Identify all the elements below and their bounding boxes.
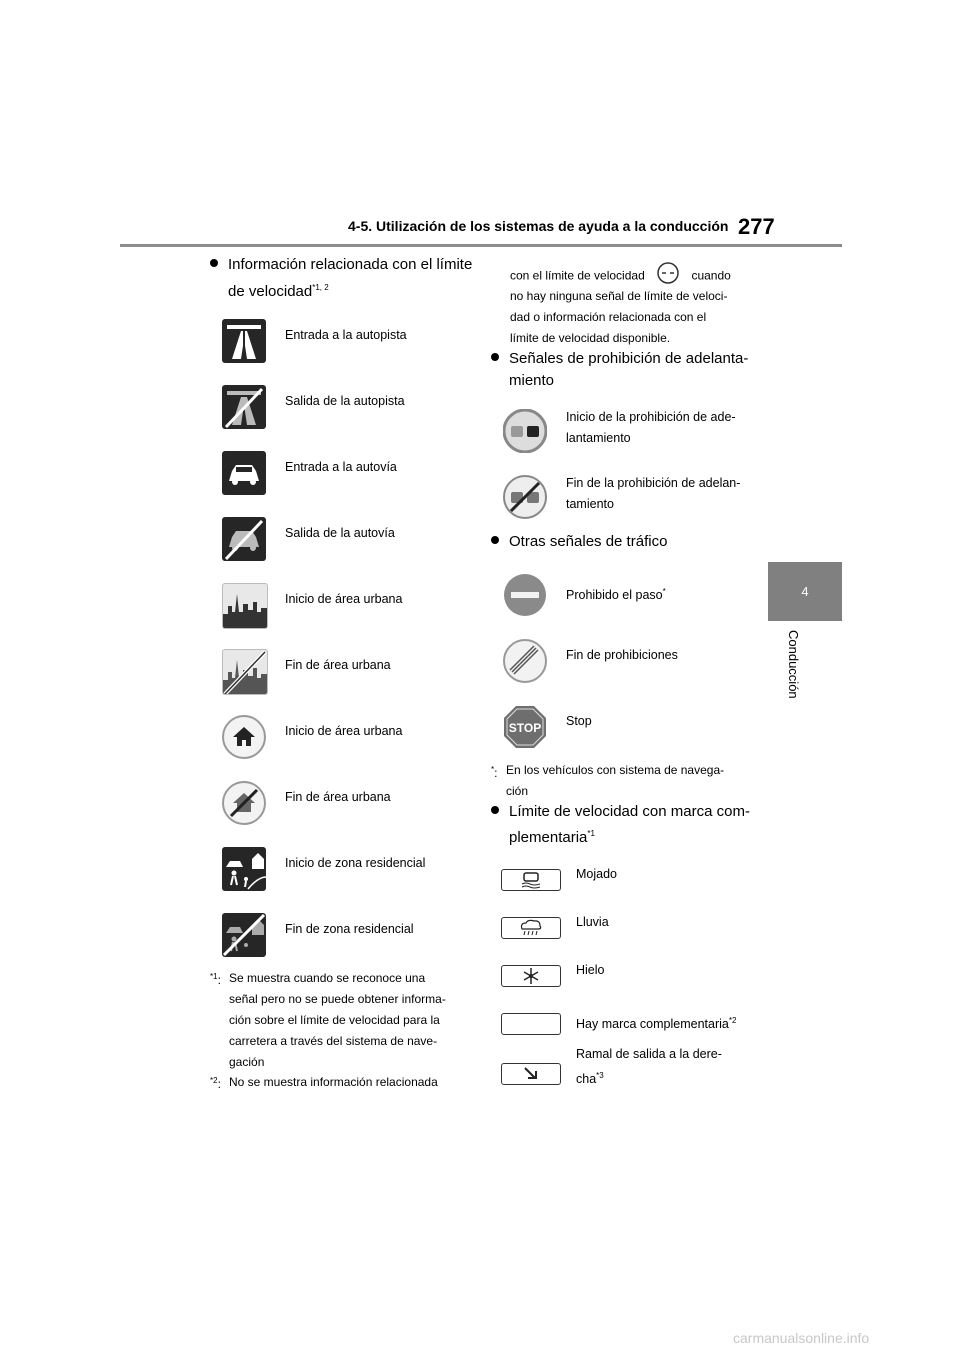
footnote-2-cont: con el límite de velocidad cuando xyxy=(510,262,731,291)
blank-plate-icon xyxy=(501,1013,561,1035)
chapter-tab: 4 xyxy=(768,562,842,621)
speed-limit-heading-cont: de velocidad$^{*1, 2}$ xyxy=(228,283,329,300)
footnote-2-cont-lines: no hay ninguna señal de límite de veloci- dad o información relacionada con el límite de velocidad disponible. xyxy=(510,289,728,345)
bullet-icon xyxy=(491,806,499,814)
sign-label: Fin de prohibiciones xyxy=(566,648,678,662)
footnote-marker: *: xyxy=(491,765,498,780)
end-of-restrictions-icon xyxy=(503,639,547,688)
sign-label: Fin de área urbana xyxy=(285,658,391,672)
sign-label: Mojado xyxy=(576,867,617,881)
residential-zone-start-icon xyxy=(222,847,266,891)
bullet-icon xyxy=(210,259,218,267)
expressway-entry-icon xyxy=(222,451,266,495)
supplementary-heading-cont: plementaria$^{*1}$ xyxy=(509,829,595,846)
sign-label: Prohibido el paso* xyxy=(566,587,666,603)
sign-label: Inicio de la prohibición de ade- lantamiento xyxy=(566,410,736,445)
footnote-marker: $^{*2}$: xyxy=(210,1076,221,1091)
no-overtaking-start-icon xyxy=(503,409,547,458)
exit-right-plate-icon xyxy=(501,1063,561,1085)
chapter-label: Conducción xyxy=(786,630,801,699)
speed-limit-heading: Información relacionada con el límite xyxy=(210,253,472,276)
urban-area-end-icon xyxy=(222,649,268,695)
sign-label: Inicio de zona residencial xyxy=(285,856,426,870)
overtaking-heading-cont: miento xyxy=(509,372,555,389)
sign-label: Inicio de área urbana xyxy=(285,724,403,738)
motorway-entry-icon xyxy=(222,319,266,363)
expressway-exit-icon xyxy=(222,517,266,561)
sign-label: Fin de zona residencial xyxy=(285,922,414,936)
footnote-2: No se muestra información relacionada xyxy=(229,1075,438,1089)
footnote-nav: En los vehículos con sistema de navega- ción xyxy=(506,763,725,798)
sign-label: Stop xyxy=(566,714,592,728)
page-number: 277 xyxy=(738,214,775,239)
built-up-area-end-icon xyxy=(222,781,266,830)
rain-plate-icon xyxy=(501,917,561,939)
bullet-icon xyxy=(491,536,499,544)
bullet-icon xyxy=(491,353,499,361)
supplementary-heading: Límite de velocidad con marca com- xyxy=(491,800,750,823)
overtaking-heading: Señales de prohibición de adelanta- xyxy=(491,347,748,370)
built-up-area-start-icon xyxy=(222,715,266,764)
sign-label: Fin de área urbana xyxy=(285,790,391,804)
stop-sign-text: STOP xyxy=(508,721,542,735)
sign-label: Entrada a la autovía xyxy=(285,460,397,474)
footnote-1: Se muestra cuando se reconoce una señal pero no se puede obtener informa- ción sobre el límite de velocidad para la carretera a través del sistema de nave- gación xyxy=(229,971,446,1069)
footer-watermark[interactable]: carmanualsonline.info xyxy=(733,1330,870,1346)
sign-label: Hielo xyxy=(576,963,605,977)
wet-road-plate-icon xyxy=(501,869,561,891)
sign-label: Salida de la autopista xyxy=(285,394,405,408)
sign-label: Lluvia xyxy=(576,915,609,929)
sign-label: Hay marca complementaria$^{*2}$ xyxy=(576,1016,737,1032)
sign-label: Fin de la prohibición de adelan- tamiento xyxy=(566,476,741,511)
no-overtaking-end-icon xyxy=(503,475,547,524)
sign-label: Entrada a la autopista xyxy=(285,328,407,342)
footnote-marker: $^{*1}$: xyxy=(210,972,221,987)
motorway-exit-icon xyxy=(222,385,266,429)
residential-zone-end-icon xyxy=(222,913,266,957)
sign-label: Ramal de salida a la dere- cha$^{*3}$ xyxy=(576,1047,722,1087)
header-divider xyxy=(120,244,842,247)
ice-plate-icon xyxy=(501,965,561,987)
no-entry-icon xyxy=(503,573,547,622)
other-signs-heading: Otras señales de tráfico xyxy=(491,530,667,553)
stop-sign-icon xyxy=(503,705,547,754)
urban-area-start-icon xyxy=(222,583,268,629)
sign-label: Salida de la autovía xyxy=(285,526,395,540)
sign-label: Inicio de área urbana xyxy=(285,592,403,606)
section-title: 4-5. Utilización de los sistemas de ayuda a la conducción xyxy=(348,218,729,234)
